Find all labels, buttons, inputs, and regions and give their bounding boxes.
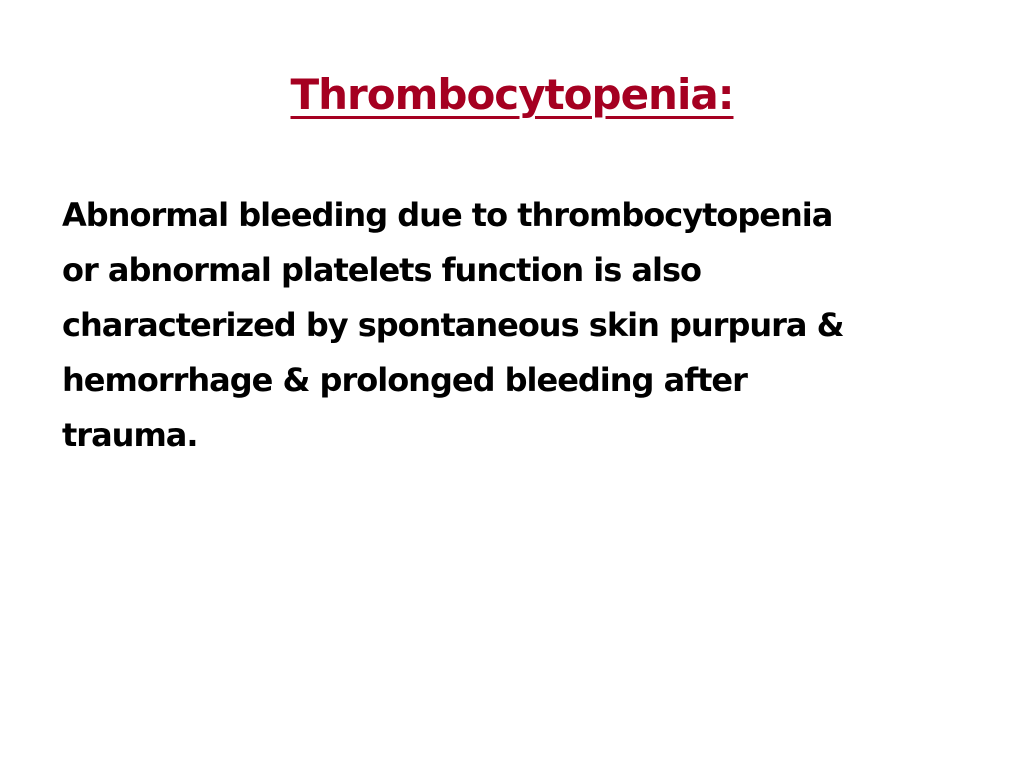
slide-body-text: [62, 188, 942, 463]
body-line: characterized by spontaneous skin purpura &: [62, 306, 844, 344]
body-line: hemorrhage & prolonged bleeding after: [62, 361, 747, 399]
slide-title: Thrombocytopenia:: [290, 70, 734, 119]
body-line: Abnormal bleeding due to thrombocytopenia: [62, 196, 833, 234]
body-line: trauma.: [62, 416, 198, 454]
body-line: or abnormal platelets function is also: [62, 251, 701, 289]
